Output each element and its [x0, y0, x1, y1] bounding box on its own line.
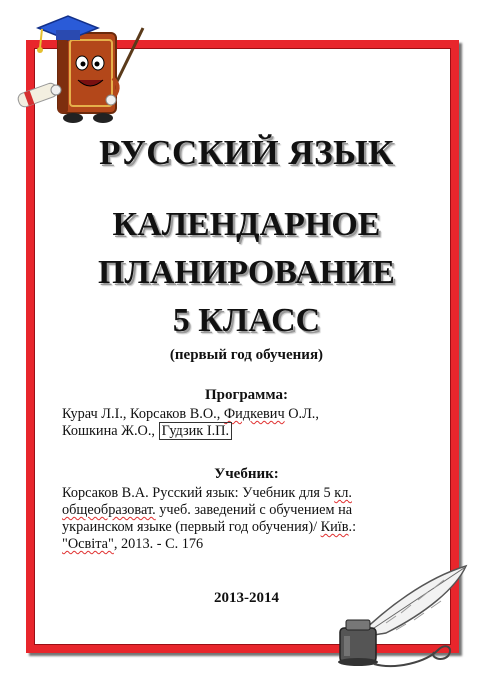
program-heading: Программа:: [205, 387, 288, 403]
program-authors: [62, 406, 442, 440]
author-text: Кошкина Ж.О.,: [62, 423, 156, 439]
textbook-text: , 2013. - С. 176: [113, 536, 204, 552]
textbook-text: "Освіта": [62, 536, 114, 552]
book-mascot-icon: [8, 8, 158, 128]
school-year: 2013-2014: [214, 590, 279, 606]
textbook-text: общеобразоват.: [62, 502, 156, 518]
year-note: (первый год обучения): [169, 347, 324, 363]
textbook-text: учеб. заведений с обучением на: [155, 502, 353, 518]
plan-heading-line: КАЛЕНДАРНОЕ: [112, 206, 381, 243]
textbook-text: Корсаков В.А. Русский язык: Учебник для 5: [62, 485, 331, 501]
textbook-text: Київ: [320, 519, 349, 535]
author-text-boxed: Гудзик І.П.: [159, 422, 232, 440]
plan-heading-line: ПЛАНИРОВАНИЕ: [98, 254, 395, 291]
author-text: О.Л.,: [284, 406, 319, 422]
textbook-text: .:: [348, 519, 357, 535]
textbook-heading: Учебник:: [214, 466, 279, 482]
quill-inkwell-icon: [326, 558, 476, 674]
author-text: Курач Л.І., Корсаков В.О.,: [62, 406, 221, 422]
author-text: Фидкевич: [223, 406, 285, 422]
plan-heading: [40, 201, 453, 345]
page-title: РУССКИЙ ЯЗЫК: [99, 133, 394, 172]
textbook-text: украинском языке (первый год обучения)/: [62, 519, 321, 535]
textbook-text: кл.: [334, 485, 352, 501]
textbook-reference: [62, 485, 442, 553]
plan-heading-line: 5 КЛАСС: [172, 302, 321, 339]
